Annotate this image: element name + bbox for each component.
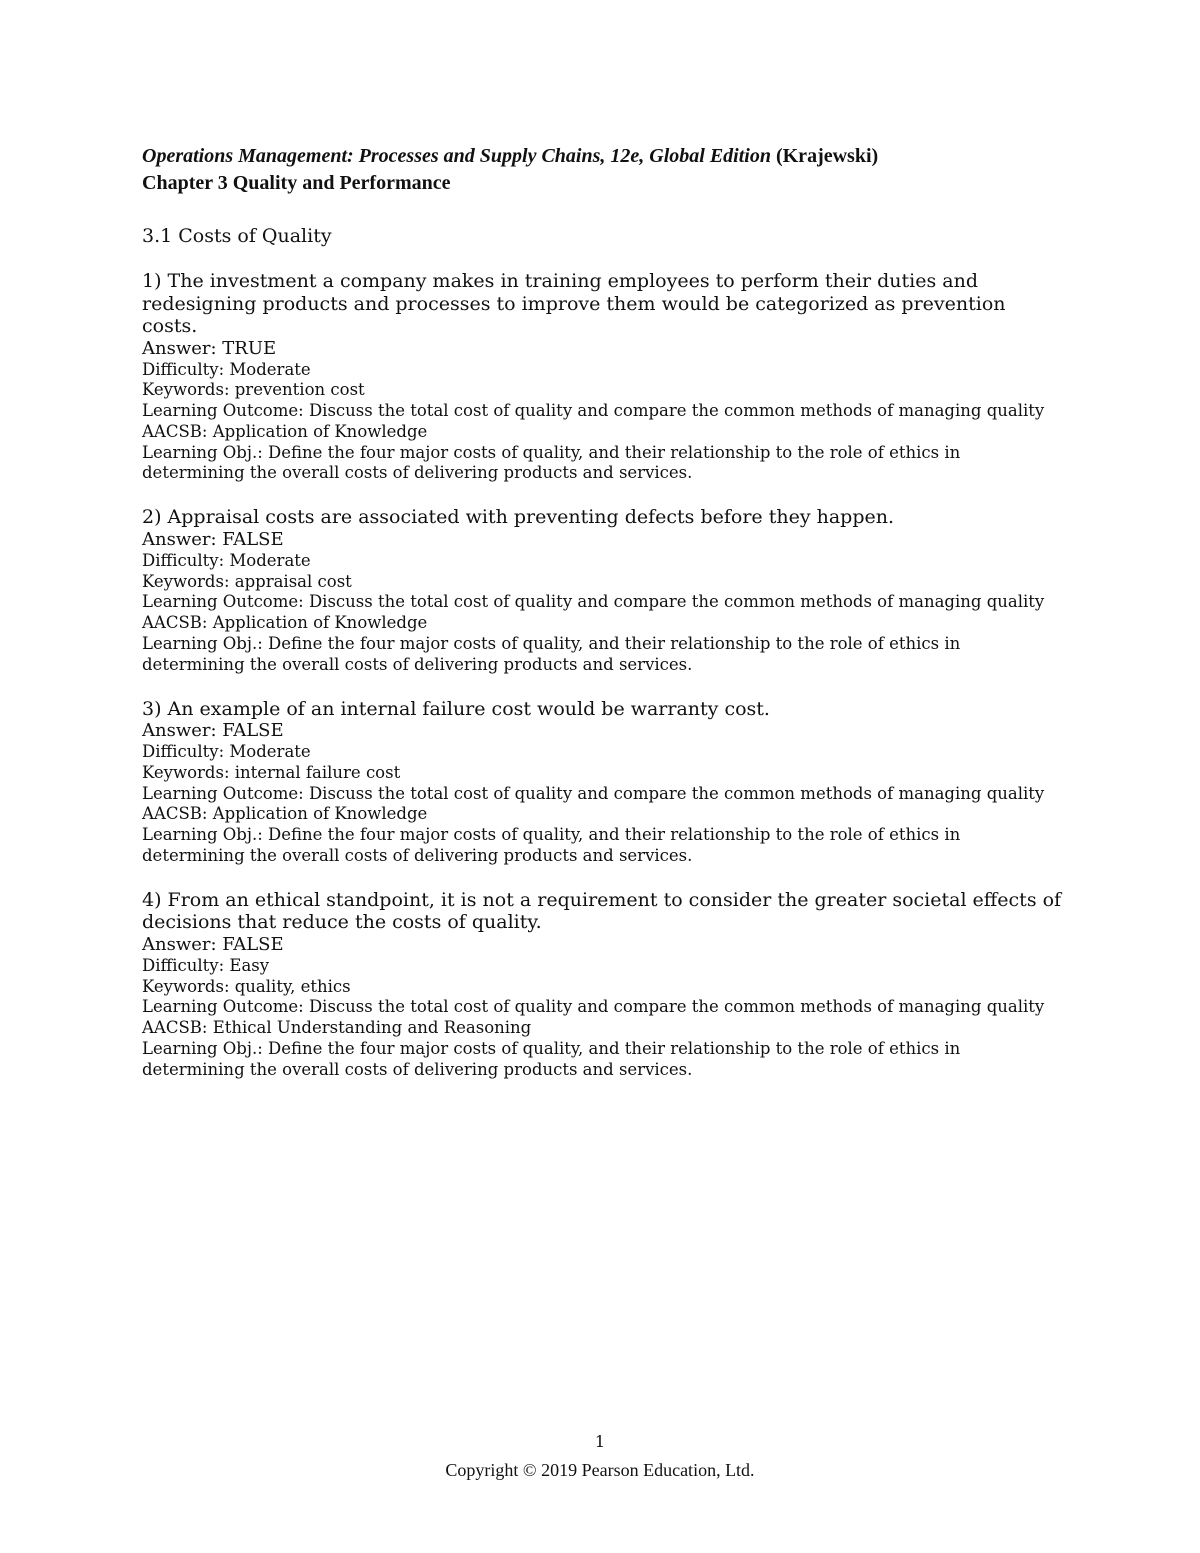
question-learning-outcome: Learning Outcome: Discuss the total cost of quality and compare the common methods of managing quality — [142, 997, 1045, 1017]
question-learning-outcome: Learning Outcome: Discuss the total cost of quality and compare the common methods of managing quality — [142, 592, 1045, 612]
question-keywords: Keywords: appraisal cost — [142, 571, 352, 591]
question-learning-obj: Learning Obj.: Define the four major costs of quality, and their relationship to the role of ethics in determining the overall costs of delivering products and services. — [142, 825, 961, 866]
book-title: Operations Management: Processes and Supply Chains, 12e, Global Edition — [142, 145, 771, 167]
question-text: 4) From an ethical standpoint, it is not a requirement to consider the greater societal effects of decisions that reduce the costs of quality. — [142, 888, 1062, 934]
question-block-1 — [142, 270, 1062, 484]
question-answer: Answer: FALSE — [142, 933, 284, 955]
question-learning-obj: Learning Obj.: Define the four major costs of quality, and their relationship to the role of ethics in determining the overall costs of delivering products and services. — [142, 1039, 961, 1079]
question-answer: Answer: FALSE — [142, 720, 284, 742]
question-block-4 — [142, 889, 1062, 1081]
question-block-3 — [142, 698, 1062, 867]
question-text: 3) An example of an internal failure cost would be warranty cost. — [142, 697, 770, 720]
question-answer: Answer: TRUE — [142, 337, 277, 359]
question-difficulty: Difficulty: Easy — [142, 955, 270, 975]
book-title-line — [142, 142, 1062, 170]
question-learning-outcome: Learning Outcome: Discuss the total cost of quality and compare the common methods of managing quality — [142, 783, 1045, 803]
question-aacsb: AACSB: Application of Knowledge — [142, 613, 428, 633]
question-learning-obj: Learning Obj.: Define the four major costs of quality, and their relationship to the role of ethics in determining the overall costs of delivering products and services. — [142, 442, 961, 483]
copyright-notice: Copyright © 2019 Pearson Education, Ltd. — [445, 1460, 755, 1480]
question-text: 1) The investment a company makes in training employees to perform their duties and redesigning products and processes to improve them would be categorized as prevention costs. — [142, 270, 1006, 337]
question-aacsb: AACSB: Application of Knowledge — [142, 421, 428, 441]
page-content — [142, 142, 1062, 1081]
question-learning-obj: Learning Obj.: Define the four major costs of quality, and their relationship to the role of ethics in determining the overall costs of delivering products and services. — [142, 633, 961, 674]
question-learning-outcome: Learning Outcome: Discuss the total cost of quality and compare the common methods of managing quality — [142, 401, 1045, 421]
question-answer: Answer: FALSE — [142, 528, 284, 550]
book-author: (Krajewski) — [775, 145, 879, 167]
question-keywords: Keywords: internal failure cost — [142, 762, 401, 782]
chapter-title: Chapter 3 Quality and Performance — [142, 172, 451, 194]
question-difficulty: Difficulty: Moderate — [142, 550, 311, 570]
page-number: 1 — [594, 1432, 606, 1451]
question-aacsb: AACSB: Application of Knowledge — [142, 804, 428, 824]
question-difficulty: Difficulty: Moderate — [142, 742, 311, 762]
question-aacsb: AACSB: Ethical Understanding and Reasoning — [142, 1018, 532, 1038]
section-heading: 3.1 Costs of Quality — [142, 225, 332, 247]
question-text: 2) Appraisal costs are associated with preventing defects before they happen. — [142, 506, 895, 529]
question-difficulty: Difficulty: Moderate — [142, 359, 311, 379]
question-block-2 — [142, 506, 1062, 675]
question-keywords: Keywords: quality, ethics — [142, 976, 351, 996]
question-keywords: Keywords: prevention cost — [142, 380, 365, 400]
